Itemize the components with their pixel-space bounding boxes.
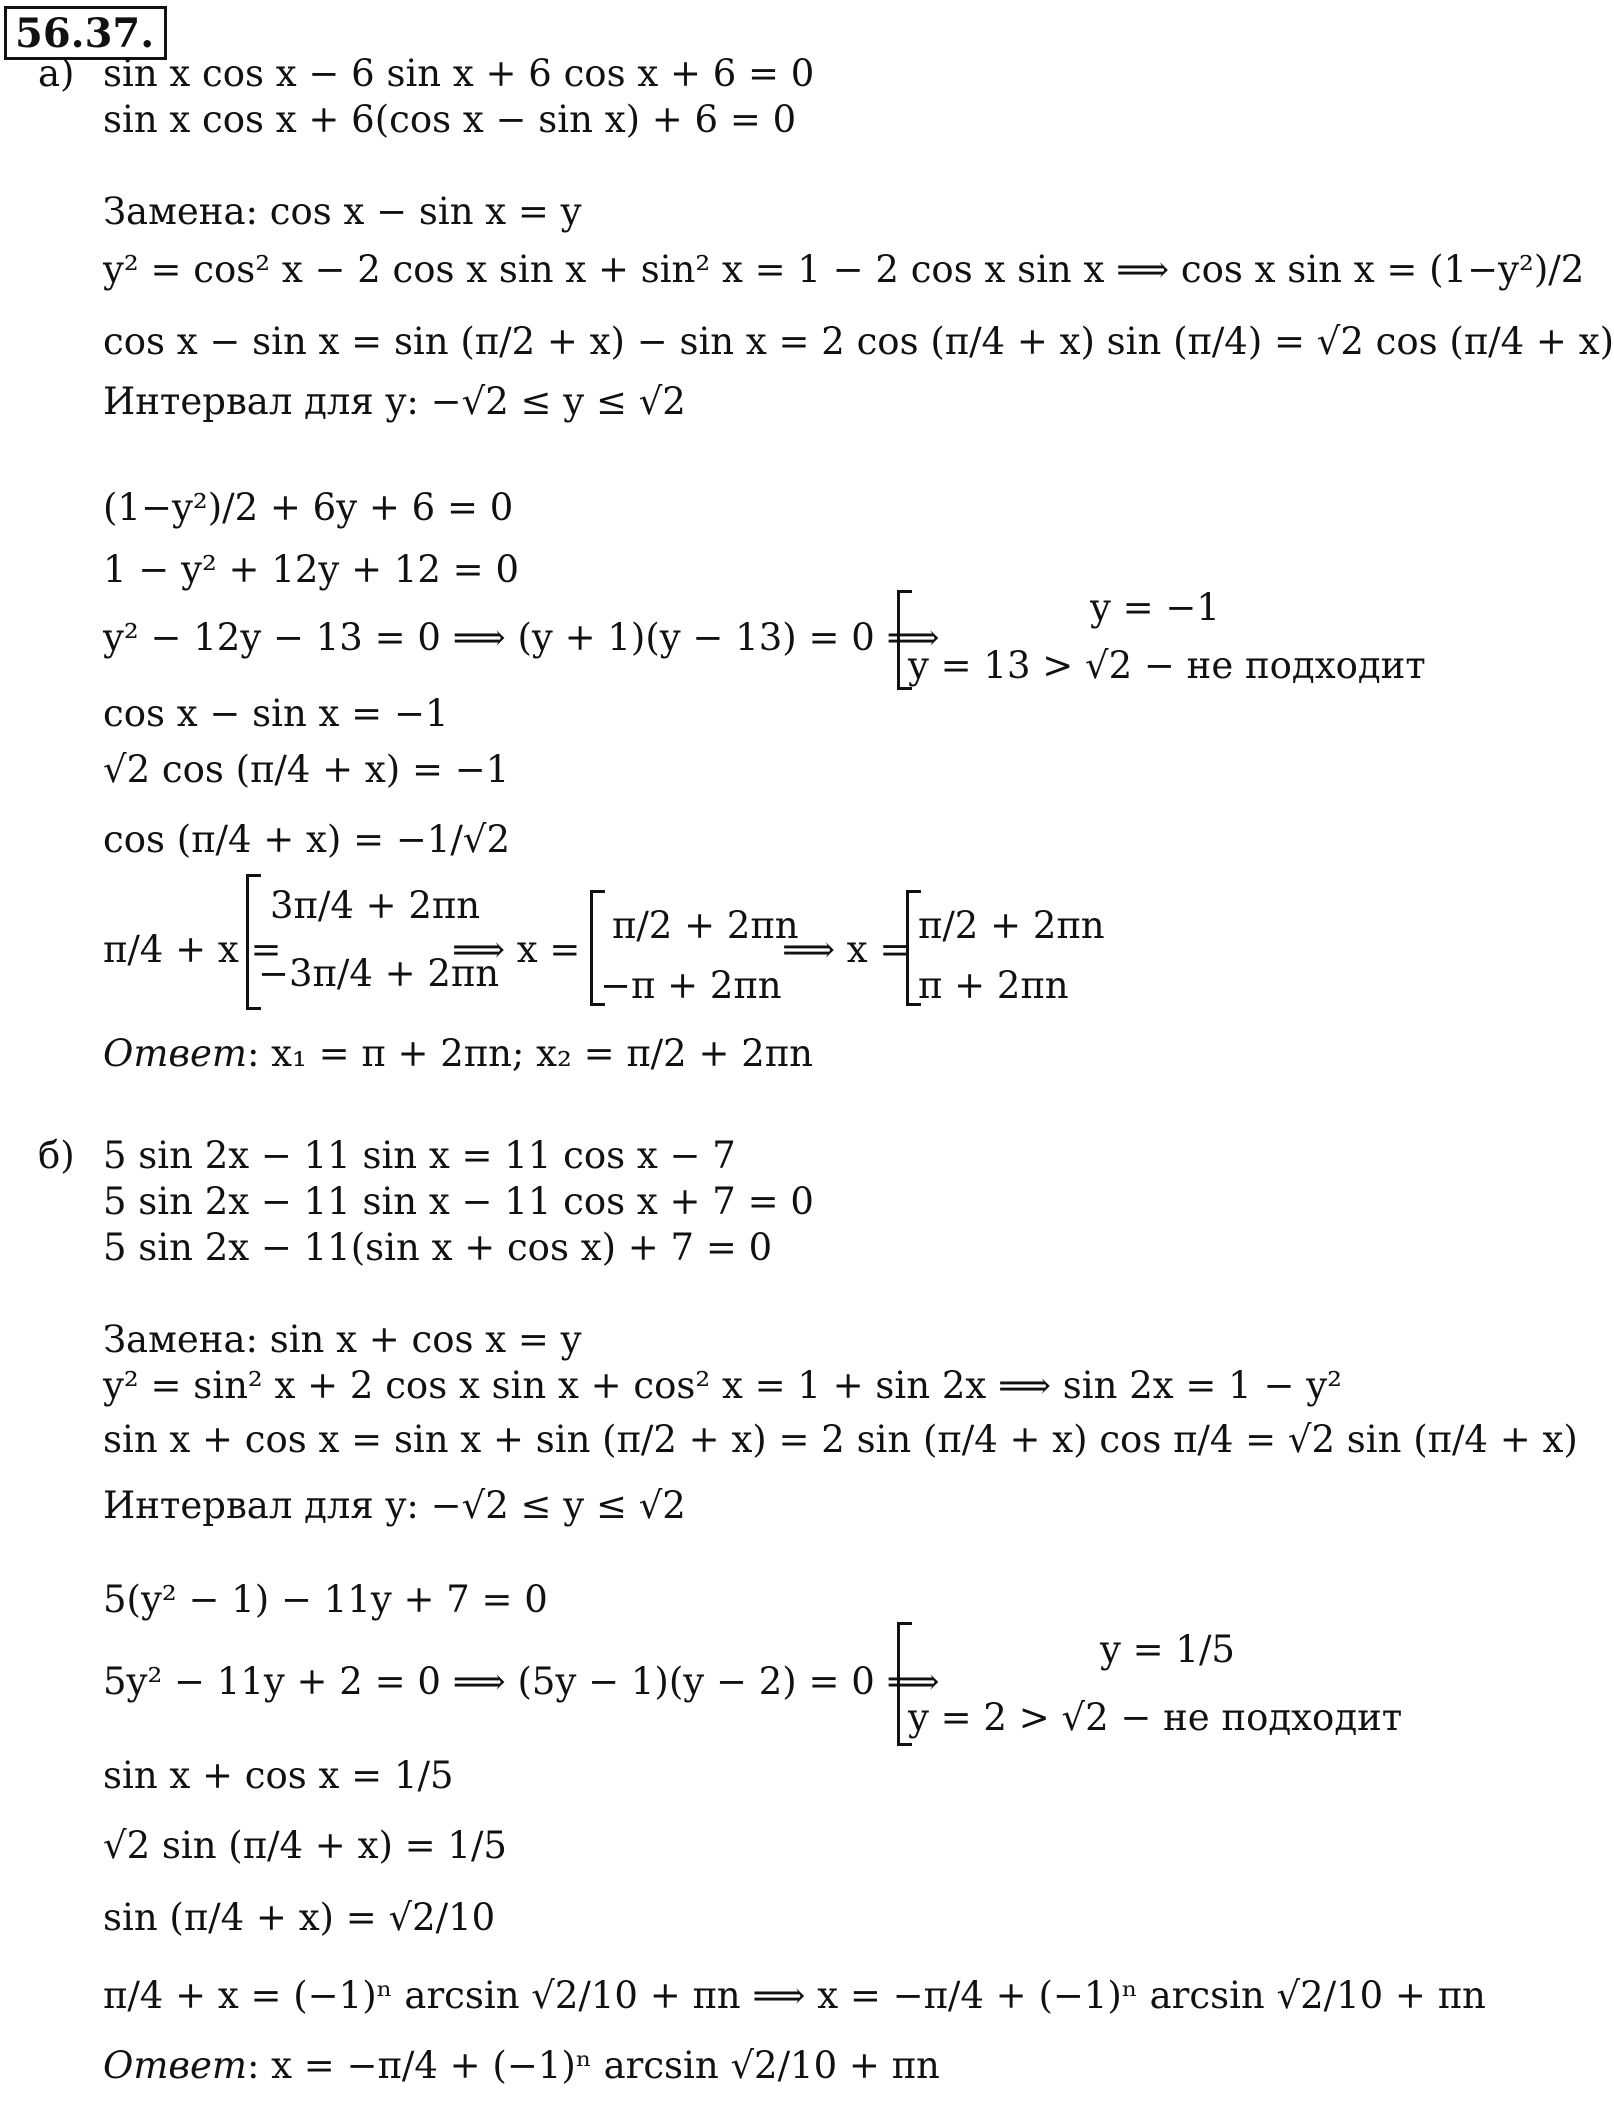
problem-number: 56.37. bbox=[4, 6, 167, 60]
part-a-line-8: 1 − y² + 12y + 12 = 0 bbox=[103, 548, 519, 591]
part-a-line-2: sin x cos x + 6(cos x − sin x) + 6 = 0 bbox=[103, 98, 797, 141]
part-a-line-14: ⟹ x = bbox=[452, 928, 581, 971]
part-a-line-6: Интервал для y: −√2 ≤ y ≤ √2 bbox=[103, 380, 686, 423]
part-b-line-13: π/4 + x = (−1)ⁿ arcsin √2/10 + πn ⟹ x = −π/4 + (−1)ⁿ arcsin √2/10 + πn bbox=[103, 1974, 1486, 2017]
part-a-line-13: π/4 + x = bbox=[103, 928, 282, 971]
part-a-line-1: sin x cos x − 6 sin x + 6 cos x + 6 = 0 bbox=[103, 52, 815, 95]
answer-text: : x₁ = π + 2πn; x₂ = π/2 + 2πn bbox=[246, 1032, 813, 1075]
part-a-label: а) bbox=[38, 52, 75, 95]
part-a-answer bbox=[103, 1032, 813, 1076]
part-b-line-3: 5 sin 2x − 11(sin x + cos x) + 7 = 0 bbox=[103, 1226, 773, 1269]
system-root-2: y = 2 > √2 − не подходит bbox=[908, 1696, 1403, 1739]
part-b-line-12: sin (π/4 + x) = √2/10 bbox=[103, 1896, 496, 1939]
part-b-line-7: Интервал для y: −√2 ≤ y ≤ √2 bbox=[103, 1484, 686, 1527]
system-root-1: π/2 + 2πn bbox=[918, 904, 1105, 947]
answer-label: Ответ bbox=[103, 2044, 247, 2087]
system-root-1: y = 1/5 bbox=[1100, 1628, 1235, 1671]
part-b-line-8: 5(y² − 1) − 11y + 7 = 0 bbox=[103, 1578, 548, 1621]
system-root-2: y = 13 > √2 − не подходит bbox=[908, 644, 1426, 687]
part-a-line-12: cos (π/4 + x) = −1/√2 bbox=[103, 818, 510, 861]
part-a-line-10: cos x − sin x = −1 bbox=[103, 692, 449, 735]
part-b-line-10: sin x + cos x = 1/5 bbox=[103, 1754, 454, 1797]
part-b-answer bbox=[103, 2044, 940, 2088]
part-b-line-11: √2 sin (π/4 + x) = 1/5 bbox=[103, 1824, 507, 1867]
system-root-1: 3π/4 + 2πn bbox=[270, 884, 481, 927]
answer-text: : x = −π/4 + (−1)ⁿ arcsin √2/10 + πn bbox=[246, 2044, 940, 2087]
part-a-line-3: Замена: cos x − sin x = y bbox=[103, 190, 582, 233]
part-b-line-4: Замена: sin x + cos x = y bbox=[103, 1318, 582, 1361]
part-a-line-5: cos x − sin x = sin (π/2 + x) − sin x = 2 cos (π/4 + x) sin (π/4) = √2 cos (π/4 + x) bbox=[103, 320, 1614, 363]
system-root-2: π + 2πn bbox=[918, 964, 1069, 1007]
part-b-line-5: y² = sin² x + 2 cos x sin x + cos² x = 1 + sin 2x ⟹ sin 2x = 1 − y² bbox=[103, 1364, 1342, 1407]
part-b-label: б) bbox=[38, 1134, 75, 1177]
system-root-1: y = −1 bbox=[1090, 586, 1220, 629]
system-root-1: π/2 + 2πn bbox=[612, 904, 799, 947]
part-a-line-7: (1−y²)/2 + 6y + 6 = 0 bbox=[103, 486, 514, 529]
part-a-line-11: √2 cos (π/4 + x) = −1 bbox=[103, 748, 510, 791]
part-a-line-15: ⟹ x = bbox=[782, 928, 911, 971]
part-b-line-9: 5y² − 11y + 2 = 0 ⟹ (5y − 1)(y − 2) = 0 ⟹ bbox=[103, 1660, 940, 1703]
answer-label: Ответ bbox=[103, 1032, 247, 1075]
system-root-2: −π + 2πn bbox=[600, 964, 782, 1007]
part-b-line-1: 5 sin 2x − 11 sin x = 11 cos x − 7 bbox=[103, 1134, 736, 1177]
system-root-2: −3π/4 + 2πn bbox=[258, 952, 500, 995]
part-b-line-6: sin x + cos x = sin x + sin (π/2 + x) = 2 sin (π/4 + x) cos π/4 = √2 sin (π/4 + x) bbox=[103, 1418, 1578, 1461]
part-a-line-9: y² − 12y − 13 = 0 ⟹ (y + 1)(y − 13) = 0 ⟹ bbox=[103, 616, 940, 659]
part-b-line-2: 5 sin 2x − 11 sin x − 11 cos x + 7 = 0 bbox=[103, 1180, 814, 1223]
part-a-line-4: y² = cos² x − 2 cos x sin x + sin² x = 1 − 2 cos x sin x ⟹ cos x sin x = (1−y²)/2 bbox=[103, 248, 1585, 291]
